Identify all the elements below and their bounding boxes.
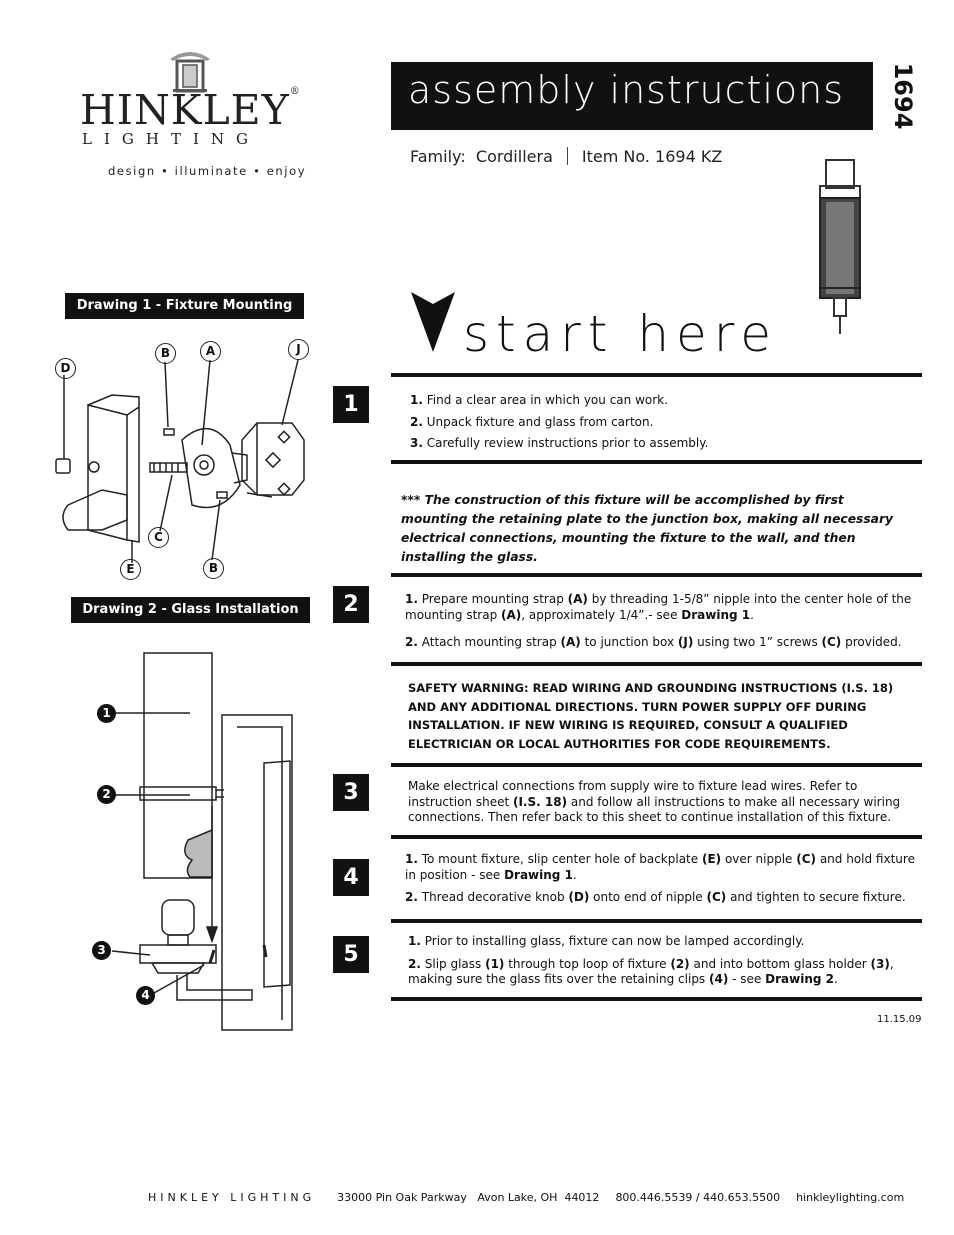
step-number-2: 2: [333, 586, 369, 623]
step4-instructions: [405, 852, 917, 913]
family-item-line: Family: Cordillera Item No. 1694 KZ: [410, 147, 723, 166]
footer-address: 33000 Pin Oak Parkway Avon Lake, OH 44012: [337, 1191, 600, 1204]
step2-instructions: [405, 592, 913, 658]
footer-brand: HINKLEY LIGHTING: [148, 1191, 316, 1204]
product-thumbnail: [812, 158, 868, 336]
step4-item-1: 1. To mount fixture, slip center hole of backplate (E) over nipple (C) and hold fixture in position - see Drawing 1.: [405, 852, 915, 882]
rule-step2-top: [391, 573, 922, 577]
step3-instructions: Make electrical connections from supply wire to fixture lead wires. Refer to instruction sheet (I.S. 18) and follow all instructions to make all necessary wiring connections. Then refer back to this sheet to continue installation of this fixture.: [408, 779, 901, 824]
step1-item: 3. Carefully review instructions prior to assembly.: [410, 436, 709, 450]
step2-item-2: 2. Attach mounting strap (A) to junction box (J) using two 1” screws (C) provided.: [405, 635, 902, 649]
drawing1-fixture-mounting: [42, 335, 334, 585]
step-number-3: 3: [333, 774, 369, 811]
step1-item: 1. Find a clear area in which you can work.: [410, 393, 668, 407]
callout-C: C: [148, 527, 169, 548]
callout-3: 3: [92, 941, 111, 960]
revision-date: 11.15.09: [877, 1014, 922, 1025]
step-number-5: 5: [333, 936, 369, 973]
callout-1: 1: [97, 704, 116, 723]
drawing2-glass-installation: [92, 645, 312, 1035]
page-title: assembly instructions: [408, 68, 845, 112]
logo-tagline: design • illuminate • enjoy: [108, 164, 307, 178]
drawing2-label: Drawing 2 - Glass Installation: [71, 597, 310, 623]
item-number-vertical: 1694: [889, 62, 917, 130]
rule-step1-bottom: [391, 460, 922, 464]
start-arrow-icon: [409, 290, 457, 354]
callout-4: 4: [136, 986, 155, 1005]
construction-note: *** The construction of this fixture will be accomplished by first mounting the retaining plate to the junction box, making all necessary electrical connections, mounting the fixture to the wall, and then installing the glass.: [401, 493, 894, 564]
start-here-heading: start here: [463, 305, 779, 363]
step4-item-2: 2. Thread decorative knob (D) onto end of nipple (C) and tighten to secure fixture.: [405, 890, 906, 904]
rule-step1-top: [391, 373, 922, 377]
step1-instructions: [410, 390, 910, 455]
step2-item-1: 1. Prepare mounting strap (A) by threading 1-5/8” nipple into the center hole of the mounting strap (A), approximately 1/4”.- see Drawing 1.: [405, 592, 912, 622]
footer-phone: 800.446.5539 / 440.653.5500: [615, 1191, 781, 1204]
rule-step5-bottom: [391, 997, 922, 1001]
rule-step4-bottom: [391, 919, 922, 923]
callout-B-top: B: [155, 343, 176, 364]
rule-step3-bottom: [391, 835, 922, 839]
drawing1-label: Drawing 1 - Fixture Mounting: [65, 293, 304, 319]
step5-instructions: [408, 934, 918, 995]
rule-step3-top: [391, 763, 922, 767]
callout-A: A: [200, 341, 221, 362]
callout-D: D: [55, 358, 76, 379]
rule-step2-bottom: [391, 662, 922, 666]
step5-item-1: 1. Prior to installing glass, fixture can now be lamped accordingly.: [408, 934, 805, 948]
logo-subtitle: LIGHTING: [82, 130, 260, 148]
step-number-4: 4: [333, 859, 369, 896]
callout-J: J: [288, 339, 309, 360]
callout-2: 2: [97, 785, 116, 804]
step1-item: 2. Unpack fixture and glass from carton.: [410, 414, 654, 429]
footer: [148, 1191, 904, 1204]
callout-B-bottom: B: [203, 558, 224, 579]
logo-wordmark: HINKLEY®: [80, 86, 301, 134]
callout-E: E: [120, 559, 141, 580]
footer-website: hinkleylighting.com: [796, 1191, 905, 1204]
step5-item-2: 2. Slip glass (1) through top loop of fixture (2) and into bottom glass holder (3), making sure the glass fits over the retaining clips (4) - see Drawing 2.: [408, 956, 894, 986]
step-number-1: 1: [333, 386, 369, 423]
safety-warning: SAFETY WARNING: READ WIRING AND GROUNDING INSTRUCTIONS (I.S. 18) AND ANY ADDITIONAL DIRECTIONS. TURN POWER SUPPLY OFF DURING INSTALLATION. IF NEW WIRING IS REQUIRED, CONSULT A QUALIFIED ELECTRICIAN OR LOCAL AUTHORITIES FOR CODE REQUIREMENTS.: [408, 681, 894, 751]
